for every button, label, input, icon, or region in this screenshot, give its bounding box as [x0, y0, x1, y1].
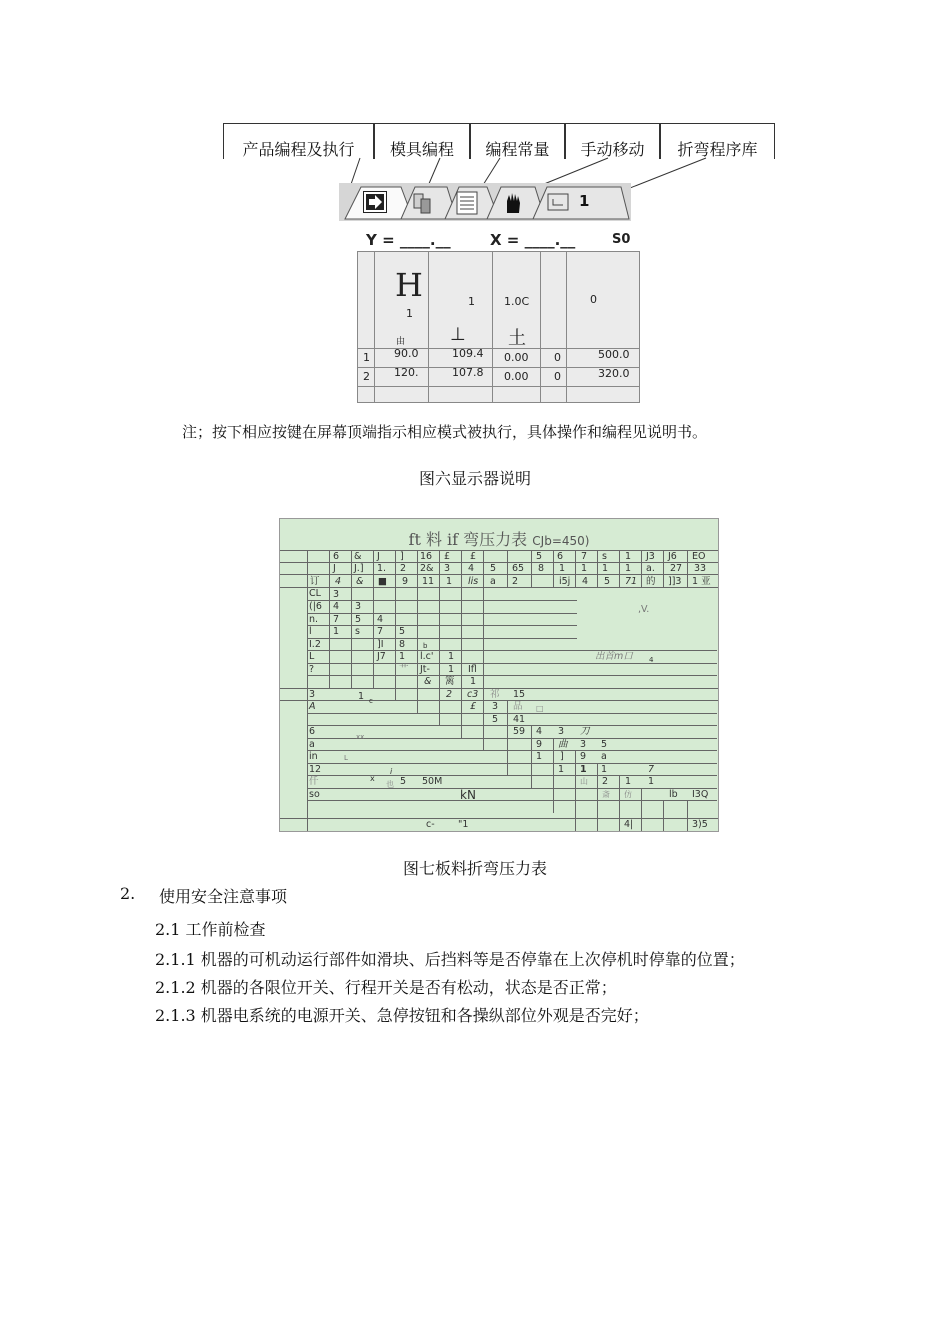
table-cell: b	[423, 642, 428, 650]
table-cell: 也	[386, 780, 394, 789]
table-cell: a.	[646, 563, 655, 574]
header-small-text: 由	[396, 337, 406, 347]
row-label: 仟	[309, 776, 319, 787]
table-cell: 5	[355, 614, 362, 625]
table-cell: □	[536, 704, 544, 713]
table-cell: 3	[580, 739, 587, 750]
header-sub2: 1	[468, 295, 475, 308]
table-cell: kN	[460, 788, 476, 802]
tools-icon[interactable]	[411, 191, 437, 215]
table-cell: 1	[536, 751, 543, 762]
table-cell: 1	[448, 651, 455, 662]
y-readout: Y = ____.__	[366, 231, 451, 249]
header-zero: 0	[590, 293, 597, 306]
table-cell: 3	[333, 589, 340, 600]
row-flag: 0	[554, 351, 561, 364]
s-readout: S0	[612, 232, 631, 247]
table-cell: 4	[335, 576, 342, 587]
row-label: A	[309, 701, 316, 712]
table-cell: 1	[333, 626, 340, 637]
table-cell: J	[377, 551, 380, 562]
table-cell: "1	[458, 819, 469, 830]
misc-mark: xx	[356, 733, 365, 741]
row-number: 2	[363, 370, 370, 383]
row-label: (|6	[309, 601, 322, 612]
row-label: 3	[309, 689, 316, 700]
table-cell: 4|	[624, 819, 634, 830]
figure-7-caption: 图七板料折弯压力表	[402, 859, 547, 878]
row-offset: 0.00	[504, 351, 529, 364]
table-cell: 2	[446, 689, 453, 700]
row-label: ?	[309, 664, 315, 675]
table-cell: 3	[558, 726, 565, 737]
table-cell: 4	[333, 601, 340, 612]
table-cell: 1	[558, 764, 565, 775]
table-cell: 4	[468, 563, 475, 574]
table-cell: 1	[602, 563, 609, 574]
table-cell: £	[444, 551, 451, 562]
table-cell: J3	[646, 551, 655, 562]
table-cell: 6	[333, 551, 340, 562]
library-icon[interactable]	[547, 193, 569, 211]
table-cell: 2	[602, 776, 609, 787]
table-cell: 9	[402, 576, 409, 587]
table-cell: 2	[400, 563, 407, 574]
table-cell: 7	[648, 764, 655, 775]
table-cell: 3	[492, 701, 499, 712]
table-cell: Ifl	[468, 664, 477, 675]
table-cell: c-	[426, 819, 435, 830]
table-cell: 5	[536, 551, 543, 562]
row-label: n.	[309, 614, 319, 625]
table-cell: &	[354, 551, 362, 562]
row-label: l	[309, 626, 312, 637]
table-cell: 7	[333, 614, 340, 625]
misc-mark: 出首m口	[595, 651, 633, 662]
check-item: 2.1.1 机器的可机动运行部件如滑块、后挡料等是否停靠在上次停机时停靠的位置；	[155, 950, 745, 969]
row-depth: 107.8	[452, 366, 484, 379]
check-item: 2.1.3 机器电系统的电源开关、急停按钮和各操纵部位外观是否完好；	[155, 1006, 649, 1025]
check-item: 2.1.2 机器的各限位开关、行程开关是否有松动，状态是否正常；	[155, 978, 617, 997]
table-cell: 3)5	[692, 819, 708, 830]
table-cell: 41	[513, 714, 526, 725]
table-cell: c3	[467, 689, 479, 700]
header-sub1: 1	[406, 307, 413, 320]
table-cell: 8	[399, 639, 406, 650]
table-cell: i5j	[559, 576, 571, 587]
misc-mark: i	[390, 767, 393, 776]
section-number: 2.	[120, 884, 136, 903]
table-title-sub: CJb=450)	[532, 534, 590, 548]
row-backgauge: 320.0	[598, 367, 630, 380]
table-cell: 1	[559, 563, 566, 574]
table-cell: J6	[668, 551, 677, 562]
table-cell: a	[490, 576, 496, 587]
figure-6-caption: 图六显示器说明	[418, 469, 531, 488]
table-cell: 1.	[377, 563, 387, 574]
table-cell: 仿	[624, 790, 632, 799]
row-label: 12	[309, 764, 322, 775]
table-cell: J7	[377, 651, 386, 662]
table-cell: 山	[580, 777, 588, 786]
row-label: a	[309, 739, 315, 750]
row-depth: 109.4	[452, 347, 484, 360]
row-offset: 0.00	[504, 370, 529, 383]
table-cell: &	[356, 576, 364, 587]
table-cell: 1	[625, 563, 632, 574]
table-cell: &	[424, 676, 432, 687]
table-cell: 品	[513, 701, 523, 712]
table-cell: s	[602, 551, 607, 562]
table-cell: 曲	[558, 739, 568, 750]
row-label: in	[309, 751, 318, 762]
table-cell: 1	[625, 551, 632, 562]
table-cell: 艹	[399, 664, 409, 675]
mode-tab-bar	[339, 183, 631, 221]
row-label-top: 订	[310, 576, 320, 587]
row-angle: 90.0	[394, 347, 419, 360]
table-cell: 1	[446, 576, 453, 587]
table-cell: 33	[694, 563, 707, 574]
table-cell: a	[601, 751, 607, 762]
table-cell: 4	[582, 576, 589, 587]
table-cell: 祁	[490, 689, 500, 700]
table-cell: 8	[538, 563, 545, 574]
table-cell: J.]	[354, 563, 364, 574]
table-cell: 篱	[445, 676, 455, 687]
header-symbol-1: ⊥	[450, 324, 466, 345]
table-cell: 7	[581, 551, 588, 562]
table-cell: 1 亚	[692, 576, 711, 587]
table-cell: 1	[648, 776, 655, 787]
table-cell: J	[333, 563, 336, 574]
table-cell: 6	[557, 551, 564, 562]
document-icon[interactable]	[455, 191, 479, 215]
table-cell: 3	[355, 601, 362, 612]
table-cell: ]I	[377, 639, 384, 650]
table-cell: l.c'	[420, 651, 434, 662]
table-title	[280, 527, 718, 550]
misc-mark: 4	[649, 656, 654, 664]
table-cell: 65	[512, 563, 525, 574]
table-cell: 5	[492, 714, 499, 725]
callout-label: 模具编程	[386, 140, 458, 159]
table-cell: 9	[536, 739, 543, 750]
table-cell: 5	[604, 576, 611, 587]
table-cell: 1	[358, 691, 365, 702]
table-cell: ]	[400, 551, 404, 562]
table-cell: 5	[399, 626, 406, 637]
table-cell: 1	[601, 764, 608, 775]
misc-mark: x	[370, 774, 375, 783]
row-label: I.2	[309, 639, 321, 650]
x-readout: X = ____.__	[490, 231, 576, 249]
row-label: CL	[309, 588, 321, 599]
table-cell: ■	[378, 576, 387, 587]
table-cell: 11	[422, 576, 435, 587]
bending-pressure-table	[279, 518, 719, 832]
table-cell: 1	[470, 676, 477, 687]
table-cell: 1	[625, 776, 632, 787]
callout-label: 编程常量	[481, 140, 553, 159]
header-value: 1.0C	[504, 295, 530, 308]
table-title-main: ft 料 if 弯压力表	[408, 530, 528, 549]
table-cell: 刀	[580, 726, 590, 737]
table-cell: s	[355, 626, 360, 637]
table-cell: 5	[490, 563, 497, 574]
table-cell: lis	[468, 576, 479, 587]
table-cell: 71	[625, 576, 638, 587]
table-cell: 5	[601, 739, 608, 750]
table-cell: Jt-	[420, 664, 430, 675]
table-cell: 5	[400, 776, 407, 787]
table-cell: 4	[536, 726, 543, 737]
table-cell: 1	[580, 764, 587, 775]
table-cell: 1	[581, 563, 588, 574]
table-cell: 9	[580, 751, 587, 762]
table-cell: 斎	[602, 790, 610, 799]
row-label: 6	[309, 726, 316, 737]
table-cell: 2	[512, 576, 519, 587]
position-readout	[360, 229, 640, 251]
table-cell: £	[470, 551, 477, 562]
table-cell: 50M	[422, 776, 443, 787]
figure-6-note: 注；按下相应按键在屏幕顶端指示相应模式被执行，具体操作和编程见说明书。	[182, 423, 708, 441]
table-cell: EO	[692, 551, 706, 562]
row-label: L	[309, 651, 315, 662]
library-tab-label: 1	[579, 192, 590, 210]
table-cell: 1	[448, 664, 455, 675]
table-cell: 59	[513, 726, 526, 737]
callout-label: 手动移动	[576, 140, 648, 159]
program-panel	[357, 251, 640, 403]
callout-label: 产品编程及执行	[238, 140, 358, 159]
callout-label: 折弯程序库	[673, 140, 761, 159]
table-cell: I3Q	[692, 789, 709, 800]
row-number: 1	[363, 351, 370, 364]
table-cell: 2&	[420, 563, 434, 574]
table-cell: 16	[420, 551, 433, 562]
row-label: so	[309, 789, 320, 800]
table-cell: c	[369, 697, 373, 705]
enter-icon[interactable]	[363, 191, 387, 213]
header-big-letter: H	[395, 266, 423, 304]
table-cell: lb	[669, 789, 678, 800]
subsection-title: 2.1 工作前检查	[155, 920, 266, 939]
table-cell: 4	[377, 614, 384, 625]
table-cell: ]	[560, 751, 564, 762]
table-cell: 1	[399, 651, 406, 662]
hand-icon[interactable]	[503, 191, 523, 215]
table-cell: 的	[646, 576, 656, 587]
table-cell: £	[470, 701, 477, 712]
table-cell: 15	[513, 689, 526, 700]
row-backgauge: 500.0	[598, 348, 630, 361]
section-title: 使用安全注意事项	[159, 887, 288, 906]
misc-mark: L	[344, 754, 348, 762]
misc-mark: ,V.	[638, 604, 650, 615]
row-flag: 0	[554, 370, 561, 383]
table-cell: ]]3	[668, 576, 682, 587]
table-cell: 27	[670, 563, 683, 574]
header-symbol-2: 土	[508, 328, 526, 349]
table-cell: 7	[377, 626, 384, 637]
row-angle: 120.	[394, 366, 419, 379]
table-cell: 3	[444, 563, 451, 574]
